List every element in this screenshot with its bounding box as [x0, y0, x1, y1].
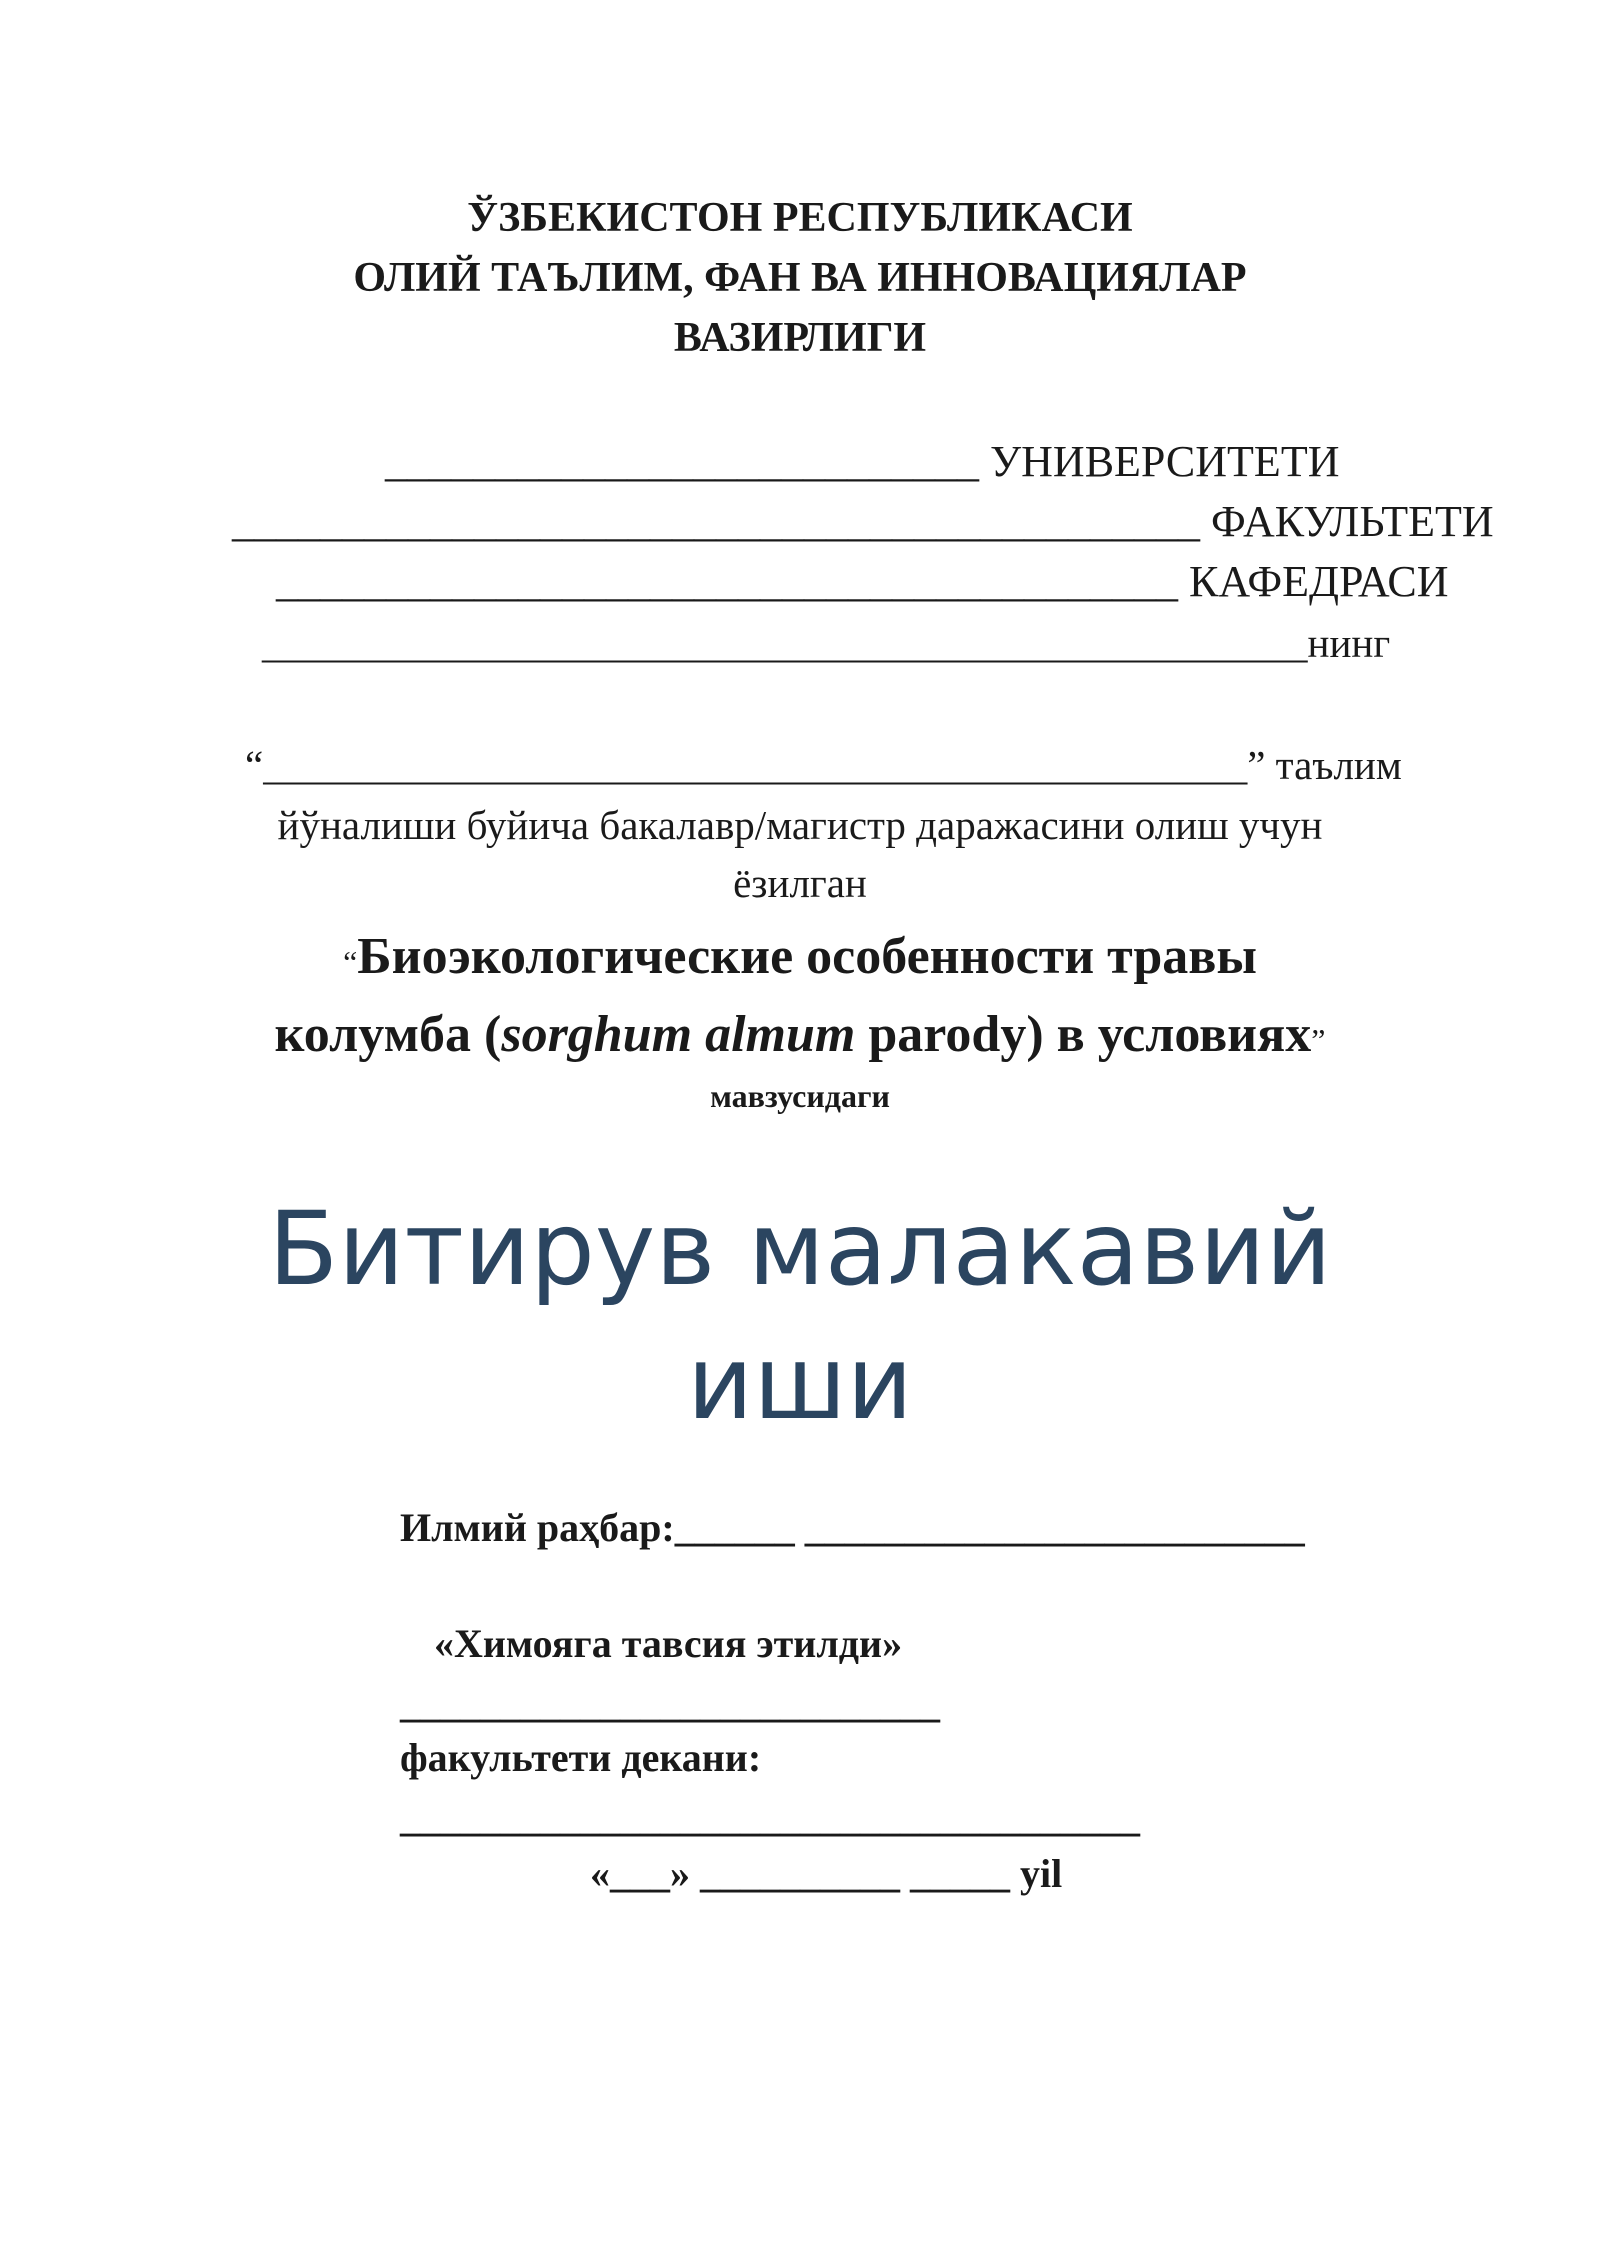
recommended-label: «Химояга тавсия этилди» [434, 1621, 903, 1666]
ministry-line-1: ЎЗБЕКИСТОН РЕСПУБЛИКАСИ [467, 195, 1133, 241]
topic-suffix: мавзусидаги [710, 1078, 890, 1114]
date-field: «___» __________ _____ yil [590, 1851, 1063, 1896]
topic-line-1-text: Биоэкологические особенности травы [357, 928, 1257, 985]
topic-line-2 [0, 996, 1600, 1079]
direction-line-1: “________________________________________________” таълим [245, 742, 1402, 788]
topic-open-quote: “ [343, 944, 358, 980]
supervisor-field: Илмий раҳбар:______ _________________________ [400, 1505, 1305, 1550]
university-field: ___________________________ УНИВЕРСИТЕТИ [385, 437, 1340, 486]
recommended-signature-line: ___________________________ [400, 1681, 940, 1726]
direction-line-2: йўналиши буйича бакалавр/магистр даражасини олиш учун [277, 802, 1323, 848]
work-title-line-1: Битирув малакавий [268, 1190, 1332, 1309]
topic-line-1 [0, 918, 1600, 1001]
topic-species-name: sorghum almum [501, 1006, 856, 1063]
topic-close-quote: ” [1311, 1022, 1326, 1058]
topic-line-2-start: колумба ( [274, 1006, 502, 1063]
dean-label: факультети декани: [400, 1735, 762, 1780]
faculty-field: ____________________________________________ ФАКУЛЬТЕТИ [232, 497, 1494, 546]
dean-signature-line: _____________________________________ [400, 1795, 1140, 1840]
work-title-line-2: иши [687, 1324, 913, 1443]
topic-line-2-end: parody) в условиях [855, 1006, 1312, 1063]
of-field: ___________________________________________________нинг [262, 620, 1391, 666]
ministry-line-3: ВАЗИРЛИГИ [673, 315, 927, 361]
ministry-line-2: ОЛИЙ ТАЪЛИМ, ФАН ВА ИННОВАЦИЯЛАР [353, 255, 1247, 301]
direction-line-3: ёзилган [733, 860, 867, 906]
department-field: _________________________________________ КАФЕДРАСИ [276, 557, 1449, 606]
